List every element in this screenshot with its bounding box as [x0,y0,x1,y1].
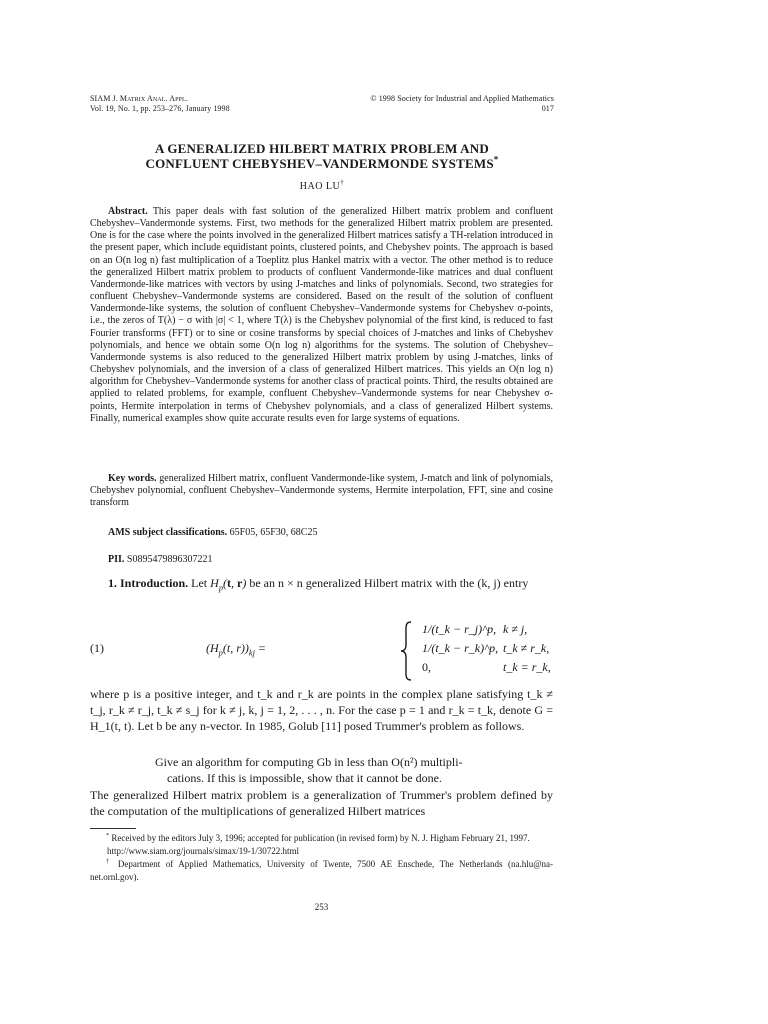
case-1-expression: 1/(t_k − r_j)^p, [422,622,497,636]
journal-name: SIAM J. Matrix Anal. Appl. [90,94,188,103]
lhs-sub-kj: kj [248,648,255,658]
ams-codes: 65F05, 65F30, 68C25 [229,527,318,538]
case-3-expression: 0, [422,660,431,674]
lhs-h: (H [206,641,219,655]
ams-label: AMS subject classifications. [108,527,228,538]
case-2-condition: t_k ≠ r_k, [503,641,550,655]
case-2-expression: 1/(t_k − r_k)^p, [422,641,499,655]
title-footnote-mark: * [493,154,499,165]
footnote-2-mark: † [106,858,113,865]
equation-lhs [206,641,266,656]
hilbert-symbol: $H_p(t$, r) [210,576,247,593]
footnote-url[interactable]: http://www.siam.org/journals/simax/19-1/30722.html [107,846,299,856]
page-number: 253 [314,902,329,912]
copyright-notice [370,94,554,114]
paper-title [90,141,554,171]
abstract [90,206,553,425]
article-code: 017 [541,104,554,113]
footnote-rule [90,828,136,829]
journal-citation [90,94,230,114]
key-words [90,473,553,509]
pii-label: PII. [108,554,125,565]
body-paragraph-generalization: The generalized Hilbert matrix problem is a generalization of Trummer's problem defined by the computation of the multiplications of generalized Hilbert matrices [90,788,553,818]
lhs-equals: = [254,641,267,655]
journal-volume: Vol. 19, No. 1, pp. 253–276, January 1998 [90,104,230,113]
ams-classifications [90,527,553,539]
intro-lead-b: be an n × n generalized Hilbert matrix with the (k, j) entry [249,576,529,590]
section-heading: 1. Introduction. [108,576,189,590]
trummer-problem-quote [155,754,541,786]
author-name: HAO LU [299,181,341,192]
abstract-label: Abstract. [108,206,148,217]
author [90,178,554,192]
title-line-2 [90,156,554,171]
footnote-affiliation [90,858,553,884]
lhs-args: (t, r)) [222,641,249,655]
equation-1 [90,619,553,683]
key-words-text: generalized Hilbert matrix, confluent Vandermonde-like system, J-match and link of polynomials, Chebyshev polynomial, confluent Chebyshev–Vandermonde systems, Hermite interpolation, FFT, sine and cosine transform [90,473,554,509]
introduction-paragraph [90,575,553,591]
quote-line-1: Give an algorithm for computing Gb in less than O(n²) multipli- [155,755,463,769]
intro-lead-a: Let [191,576,208,590]
title-line-2-text: CONFLUENT CHEBYSHEV–VANDERMONDE SYSTEMS [145,156,494,171]
author-footnote-mark: † [340,178,345,187]
case-3-condition: t_k = r_k, [503,660,551,674]
footnote-received [90,832,553,845]
body-paragraph-where: where p is a positive integer, and t_k and r_k are points in the complex plane satisfying t_k ≠ t_j, r_k ≠ r_j, t_k ≠ s_j for k ≠ j, k, j = 1, 2, . . . , n. For the case p = 1 and r_k = t_k, denote G = H_1(t, t). Let b be any n-vector. In 1985, Golub [11] posed Trummer's problem as follows. [90,687,553,733]
footnote-1-text: Received by the editors July 3, 1996; accepted for publication (in revised form) by N. J. Higham February 21, 1997. [111,833,530,843]
key-words-label: Key words. [108,473,157,484]
footnote-1-mark: * [106,832,110,839]
copyright-line: © 1998 Society for Industrial and Applied Mathematics [370,94,554,103]
pii [90,554,553,566]
footnote-2-text: Department of Applied Mathematics, University of Twente, 7500 AE Enschede, The Netherlands (na.hlu@na-net.ornl.gov). [90,859,553,882]
equation-number: (1) [90,641,104,655]
pii-code: S0895479896307221 [126,554,213,565]
abstract-text: This paper deals with fast solution of the generalized Hilbert matrix problem and confluent Chebyshev–Vandermonde systems. First, two methods for the generalized Hilbert matrix problem are presented. One is for the case where the points involved in the generalized Hilbert matrices satisfy a TH-relation introduced in the present paper, which include equidistant points, clustered points, and Chebyshev points. The approach is based on an O(n log n) fast multiplication of a Toeplitz plus Hankel matrix with a vector. The other method is to reduce the generalized Hilbert matrix problem to products of confluent Vandermonde-like matrices and dual confluent Vandermonde-like matrices with vectors by using J-matches and links of polynomials. Second, two strategies for confluent Chebyshev–Vandermonde systems are considered. Based on the result of the solution of confluent Vandermonde-like systems, the solution of confluent Chebyshev–Vandermonde systems for Chebyshev σ-points, i.e., the zeros of T(λ) − σ with |σ| < 1, where T(λ) is the Chebyshev polynomial of the first kind, is reduced to fast Fourier transforms (FFT) or to sine or cosine transforms by special choices of J-matches and links of Chebyshev polynomials, and hence we obtain some O(n log n) algorithms for the systems. The solution of Chebyshev–Vandermonde systems is also reduced to the generalized Hilbert matrix problem by using J-matches, links of Chebyshev polynomials, and the inversion of a class of generalized Hilbert matrices. This yields an O(n log n) algorithm for Chebyshev–Vandermonde systems for another class of practical points. Third, the results obtained are applied to related problems, for example, confluent Chebyshev–Vandermonde systems for near Chebyshev σ-points, Hermite interpolation in terms of Chebyshev polynomials, and a class of generalized Hilbert systems. Finally, numerical examples show quite accurate results even for large systems of equations. [90,206,553,424]
footnotes [90,832,553,884]
lhs-sub-p: p [218,648,223,658]
left-brace-icon [400,621,414,681]
case-1-condition: k ≠ j, [503,622,528,636]
title-line-1: A GENERALIZED HILBERT MATRIX PROBLEM AND [155,141,489,156]
quote-line-2: cations. If this is impossible, show that it cannot be done. [167,771,442,785]
